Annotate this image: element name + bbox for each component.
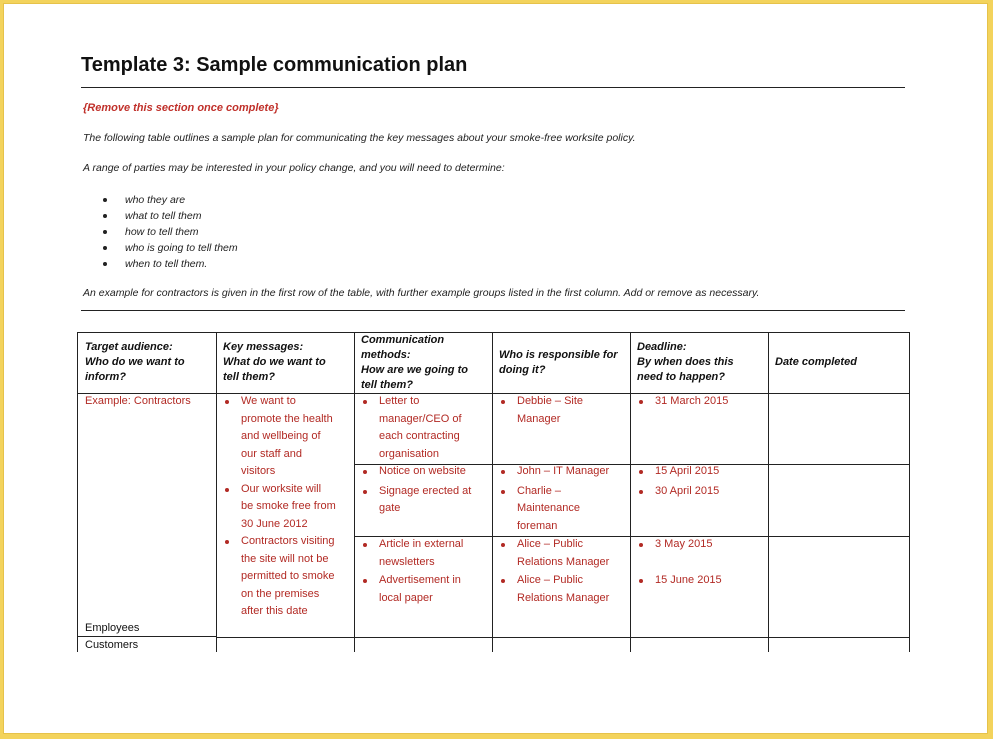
list-item: 31 March 2015	[633, 393, 767, 411]
responsible-cell	[495, 463, 629, 535]
methods-cell	[357, 463, 491, 518]
row-divider	[216, 637, 909, 638]
header-communication-methods: Communication methods: How are we going to tell them?	[361, 334, 468, 391]
bullet-icon	[103, 246, 107, 250]
example-paragraph: An example for contractors is given in the first row of the table, with further example groups listed in the first column. Add or remove as necessary.	[83, 287, 760, 299]
document-page	[3, 3, 988, 734]
column-divider	[216, 333, 217, 652]
bullet-icon	[501, 490, 505, 494]
list-item: Alice – Public Relations Manager	[495, 572, 629, 607]
column-divider	[492, 333, 493, 652]
bullet-icon	[501, 470, 505, 474]
list-item: when to tell them.	[103, 256, 238, 272]
header-deadline: Deadline: By when does this need to happen?	[637, 341, 734, 383]
communication-plan-table	[77, 332, 910, 652]
list-item: who is going to tell them	[103, 240, 238, 256]
list-item: 30 April 2015	[633, 483, 767, 501]
bullet-icon	[103, 198, 107, 202]
bullet-icon	[639, 490, 643, 494]
column-divider	[354, 333, 355, 652]
determine-list	[103, 192, 238, 272]
header-target-audience: Target audience: Who do we want to inform?	[85, 341, 185, 383]
bullet-icon	[363, 470, 367, 474]
parties-paragraph: A range of parties may be interested in your policy change, and you will need to determine:	[83, 162, 505, 174]
header-date-completed: Date completed	[775, 356, 857, 368]
page-title: Template 3: Sample communication plan	[81, 54, 468, 76]
bullet-icon	[103, 230, 107, 234]
header-key-messages: Key messages: What do we want to tell them?	[223, 341, 326, 383]
bullet-icon	[501, 579, 505, 583]
list-item: 3 May 2015	[633, 536, 767, 554]
list-item: Notice on website	[357, 463, 491, 481]
key-messages-cell	[219, 393, 354, 621]
header-row-divider	[78, 393, 909, 394]
bullet-icon	[639, 470, 643, 474]
methods-cell	[357, 393, 491, 463]
list-item: Our worksite will be smoke free from 30 June 2012	[219, 481, 354, 534]
audience-employees: Employees	[85, 622, 140, 634]
audience-example: Example: Contractors	[85, 395, 191, 407]
list-item: We want to promote the health and wellbeing of our staff and visitors	[219, 393, 354, 481]
bullet-icon	[225, 400, 229, 404]
bullet-icon	[363, 400, 367, 404]
bullet-icon	[501, 543, 505, 547]
bullet-icon	[103, 262, 107, 266]
bullet-icon	[103, 214, 107, 218]
deadline-cell	[633, 536, 767, 589]
list-item: how to tell them	[103, 224, 238, 240]
responsible-cell	[495, 536, 629, 607]
list-item: Signage erected at gate	[357, 483, 491, 518]
responsible-cell	[495, 393, 629, 428]
bullet-icon	[639, 400, 643, 404]
list-item: who they are	[103, 192, 238, 208]
bullet-icon	[225, 540, 229, 544]
bullet-icon	[363, 579, 367, 583]
bullet-icon	[639, 543, 643, 547]
audience-customers: Customers	[85, 639, 139, 651]
header-responsible: Who is responsible for doing it?	[499, 349, 618, 376]
bullet-icon	[225, 488, 229, 492]
list-item: what to tell them	[103, 208, 238, 224]
column-divider	[630, 333, 631, 652]
list-item: John – IT Manager	[495, 463, 629, 481]
bullet-icon	[363, 490, 367, 494]
list-item: Contractors visiting the site will not be permitted to smoke on the premises after this date	[219, 533, 354, 621]
bullet-icon	[501, 400, 505, 404]
list-item: Debbie – Site Manager	[495, 393, 629, 428]
list-item: Article in external newsletters	[357, 536, 491, 571]
methods-cell	[357, 536, 491, 607]
list-item: Charlie – Maintenance foreman	[495, 483, 629, 536]
bullet-icon	[639, 579, 643, 583]
list-item: 15 April 2015	[633, 463, 767, 481]
deadline-cell	[633, 393, 767, 411]
section-rule	[81, 310, 905, 311]
list-item: Advertisement in local paper	[357, 572, 491, 607]
intro-paragraph: The following table outlines a sample plan for communicating the key messages about your smoke-free worksite policy.	[83, 132, 636, 144]
deadline-cell	[633, 463, 767, 500]
title-rule	[81, 87, 905, 88]
bullet-icon	[363, 543, 367, 547]
list-item: 15 June 2015	[633, 572, 767, 590]
remove-note: {Remove this section once complete}	[83, 102, 279, 114]
list-item: Alice – Public Relations Manager	[495, 536, 629, 571]
column-divider	[768, 333, 769, 652]
list-item: Letter to manager/CEO of each contracting organisation	[357, 393, 491, 463]
